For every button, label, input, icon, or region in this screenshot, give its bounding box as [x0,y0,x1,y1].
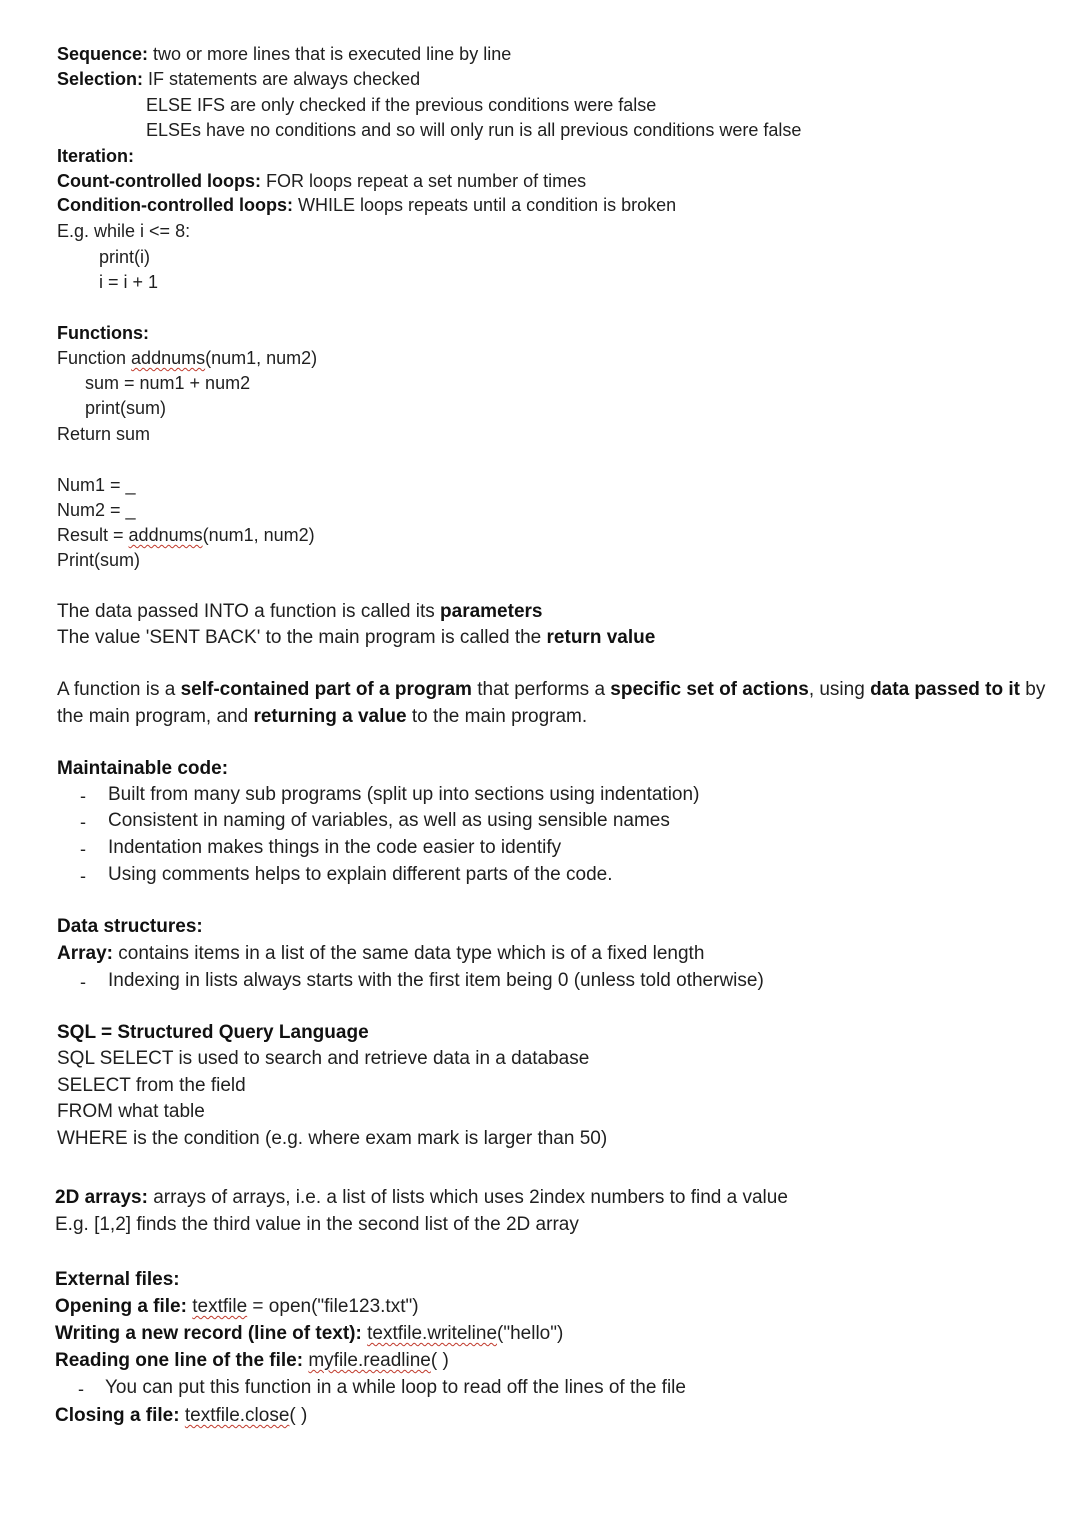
sequence-line [57,42,511,66]
sql-heading: SQL = Structured Query Language [57,1022,369,1043]
close-file-call: textfile.close [184,1405,290,1426]
sql-line: WHERE is the condition (e.g. where exam mark is larger than 50) [57,1128,608,1149]
function-body-print: print(sum) [85,398,167,418]
function-definition-paragraph: A function is a self-contained part of a program that performs a specific set of actions, using data passed to it by the main program, and returning a value to the main program. [57,679,1046,727]
sql-line: SELECT from the field [57,1075,246,1096]
arrays-2d-label: 2D arrays: [55,1187,148,1208]
iteration-code-print: print(i) [99,247,151,267]
maintainable-heading: Maintainable code: [57,758,229,779]
selection-line [57,67,420,91]
print-sum: Print(sum) [57,550,141,570]
condition-controlled-text: WHILE loops repeats until a condition is broken [292,195,677,215]
read-line-note: You can put this function in a while loop to read off the lines of the file [105,1377,686,1398]
maintainable-item: Using comments helps to explain different parts of the code. [108,864,613,885]
maintainable-item: Built from many sub programs (split up into sections using indentation) [108,784,700,805]
array-label: Array: [57,943,113,964]
function-return: Return sum [57,424,151,444]
arrays-2d-example: E.g. [1,2] finds the third value in the second list of the 2D array [55,1214,579,1235]
return-value-term: return value [546,627,656,648]
maintainable-item: Indentation makes things in the code easier to identify [108,837,562,858]
functions-heading: Functions: [57,323,149,343]
sequence-text: two or more lines that is executed line by line [148,44,512,64]
parameters-line: The data passed INTO a function is called its parameters [57,601,543,622]
bullet-dash: - [80,866,86,886]
result-function-name: addnums [128,525,203,545]
condition-controlled-line [57,193,676,217]
files-heading: External files: [55,1269,180,1290]
num1-assignment: Num1 = _ [57,475,136,495]
data-structures-heading: Data structures: [57,916,203,937]
iteration-heading: Iteration: [57,146,135,166]
iteration-code-increment: i = i + 1 [99,272,159,292]
maintainable-item: Consistent in naming of variables, as well as using sensible names [108,810,670,831]
count-controlled-label: Count-controlled loops: [57,171,261,191]
parameters-term: parameters [440,601,543,622]
array-line [57,942,704,966]
write-line-line: Writing a new record (line of text): textfile.writeline("hello") [55,1323,564,1344]
result-assignment: Result = addnums(num1, num2) [57,525,315,545]
write-line-call: textfile.writeline [367,1323,498,1344]
bullet-dash: - [80,786,86,806]
count-controlled-line [57,169,586,193]
function-definition: Function addnums(num1, num2) [57,348,318,368]
read-line-call: myfile.readline [308,1350,431,1371]
open-file-variable: textfile [192,1296,248,1317]
selection-else-line: ELSEs have no conditions and so will only run is all previous conditions were false [146,120,802,140]
bullet-dash: - [80,839,86,859]
arrays-2d-line [55,1186,788,1210]
sql-line: SQL SELECT is used to search and retrieve data in a database [57,1048,590,1069]
selection-else-if-line: ELSE IFS are only checked if the previous conditions were false [146,95,657,115]
open-file-line: Opening a file: textfile = open("file123.txt") [55,1296,419,1317]
return-value-line: The value 'SENT BACK' to the main program is called the return value [57,627,656,648]
sequence-label: Sequence: [57,44,149,64]
bullet-dash: - [80,972,86,992]
function-name: addnums [131,348,206,368]
selection-label: Selection: [57,69,144,89]
sql-line: FROM what table [57,1101,205,1122]
selection-text: IF statements are always checked [143,69,421,89]
num2-assignment: Num2 = _ [57,500,136,520]
arrays-2d-text: arrays of arrays, i.e. a list of lists which uses 2index numbers to find a value [147,1187,788,1208]
array-text: contains items in a list of the same data type which is of a fixed length [112,943,705,964]
condition-controlled-label: Condition-controlled loops: [57,195,293,215]
function-body-sum: sum = num1 + num2 [85,373,251,393]
read-line-line: Reading one line of the file: myfile.readline( ) [55,1350,449,1371]
count-controlled-text: FOR loops repeat a set number of times [260,171,587,191]
bullet-dash: - [80,812,86,832]
bullet-dash: - [78,1379,84,1399]
array-indexing-note: Indexing in lists always starts with the first item being 0 (unless told otherwise) [108,970,764,991]
close-file-line: Closing a file: textfile.close( ) [55,1405,308,1426]
iteration-example: E.g. while i <= 8: [57,221,191,241]
